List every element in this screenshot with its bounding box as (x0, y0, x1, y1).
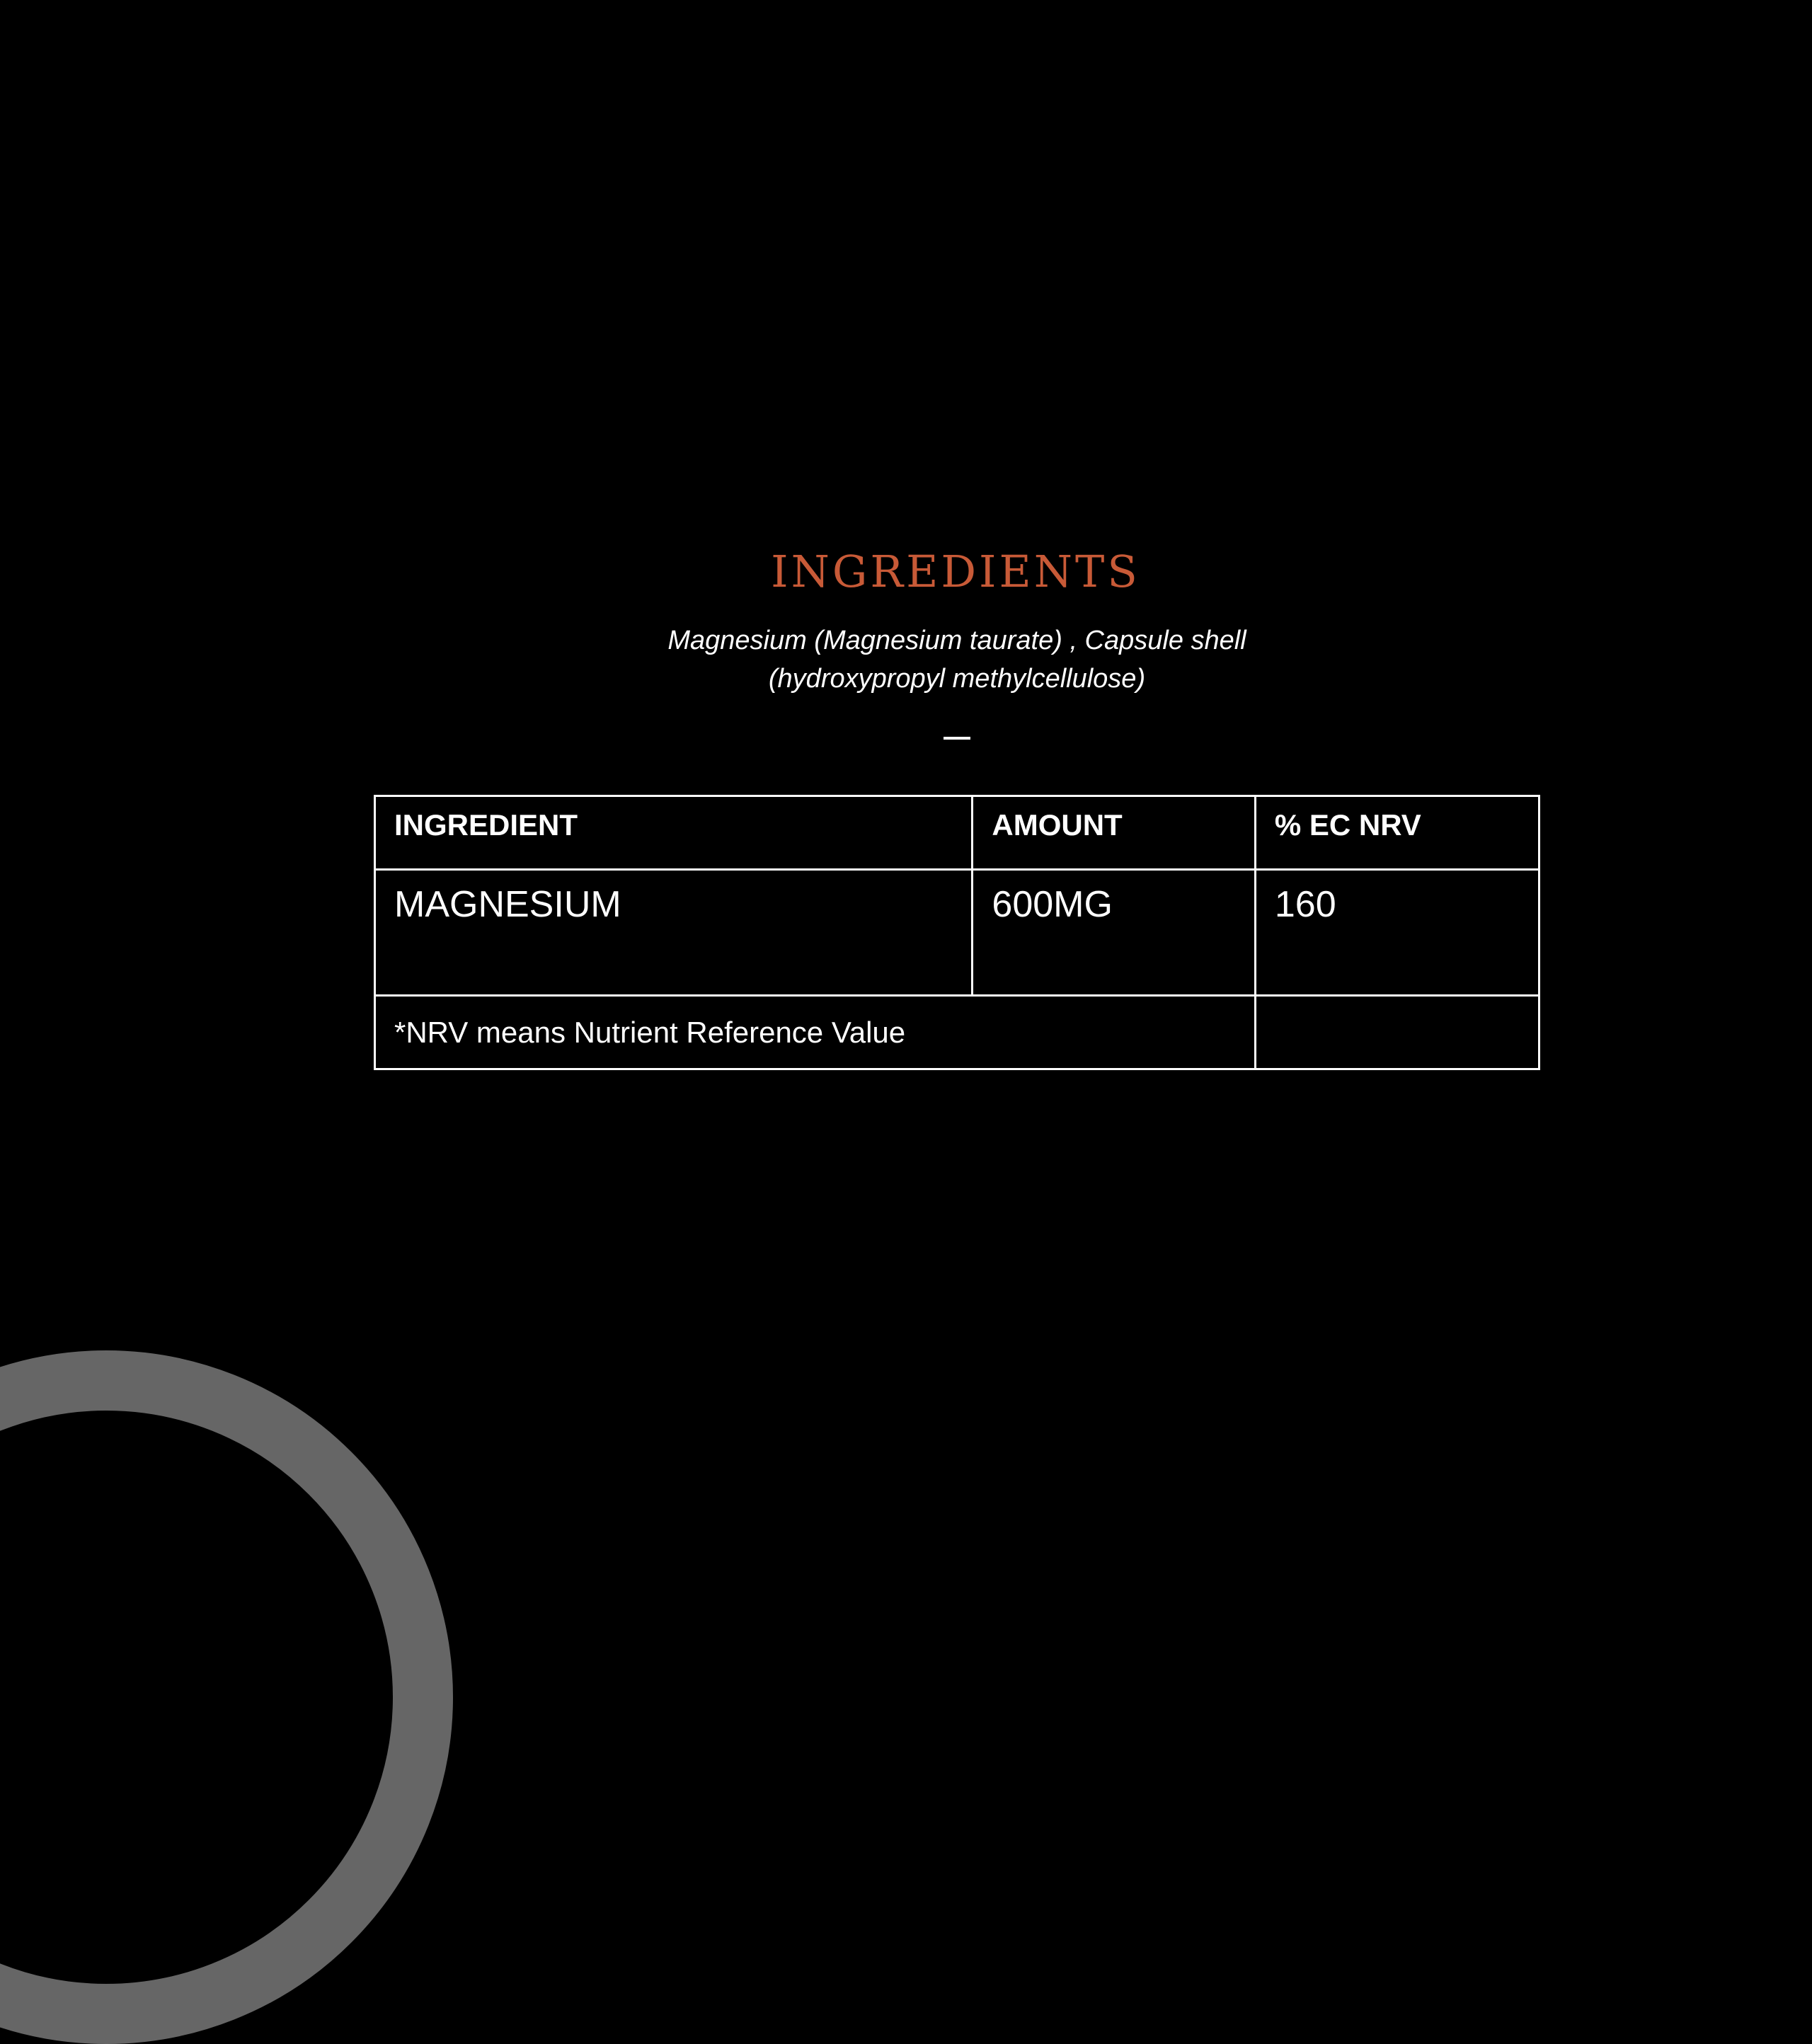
header-nrv: % EC NRV (1255, 796, 1539, 870)
footnote: *NRV means Nutrient Reference Value (375, 996, 1256, 1069)
cell-ingredient: MAGNESIUM (375, 870, 973, 996)
description-line-1: Magnesium (Magnesium taurate) , Capsule shell (667, 626, 1246, 655)
footnote-empty-cell (1255, 996, 1539, 1069)
table-row (375, 870, 1539, 996)
ingredients-table (374, 795, 1540, 1070)
table-footnote-row (375, 996, 1539, 1069)
ingredients-description (0, 621, 1812, 698)
decorative-ring (0, 1350, 453, 2044)
table-header-row (375, 796, 1539, 870)
divider-dash (944, 737, 970, 740)
header-amount: AMOUNT (973, 796, 1255, 870)
page-title: INGREDIENTS (771, 546, 1140, 597)
description-line-2: (hydroxypropyl methylcellulose) (768, 664, 1146, 694)
header-ingredient: INGREDIENT (375, 796, 973, 870)
cell-nrv: 160 (1255, 870, 1539, 996)
cell-amount: 600MG (973, 870, 1255, 996)
